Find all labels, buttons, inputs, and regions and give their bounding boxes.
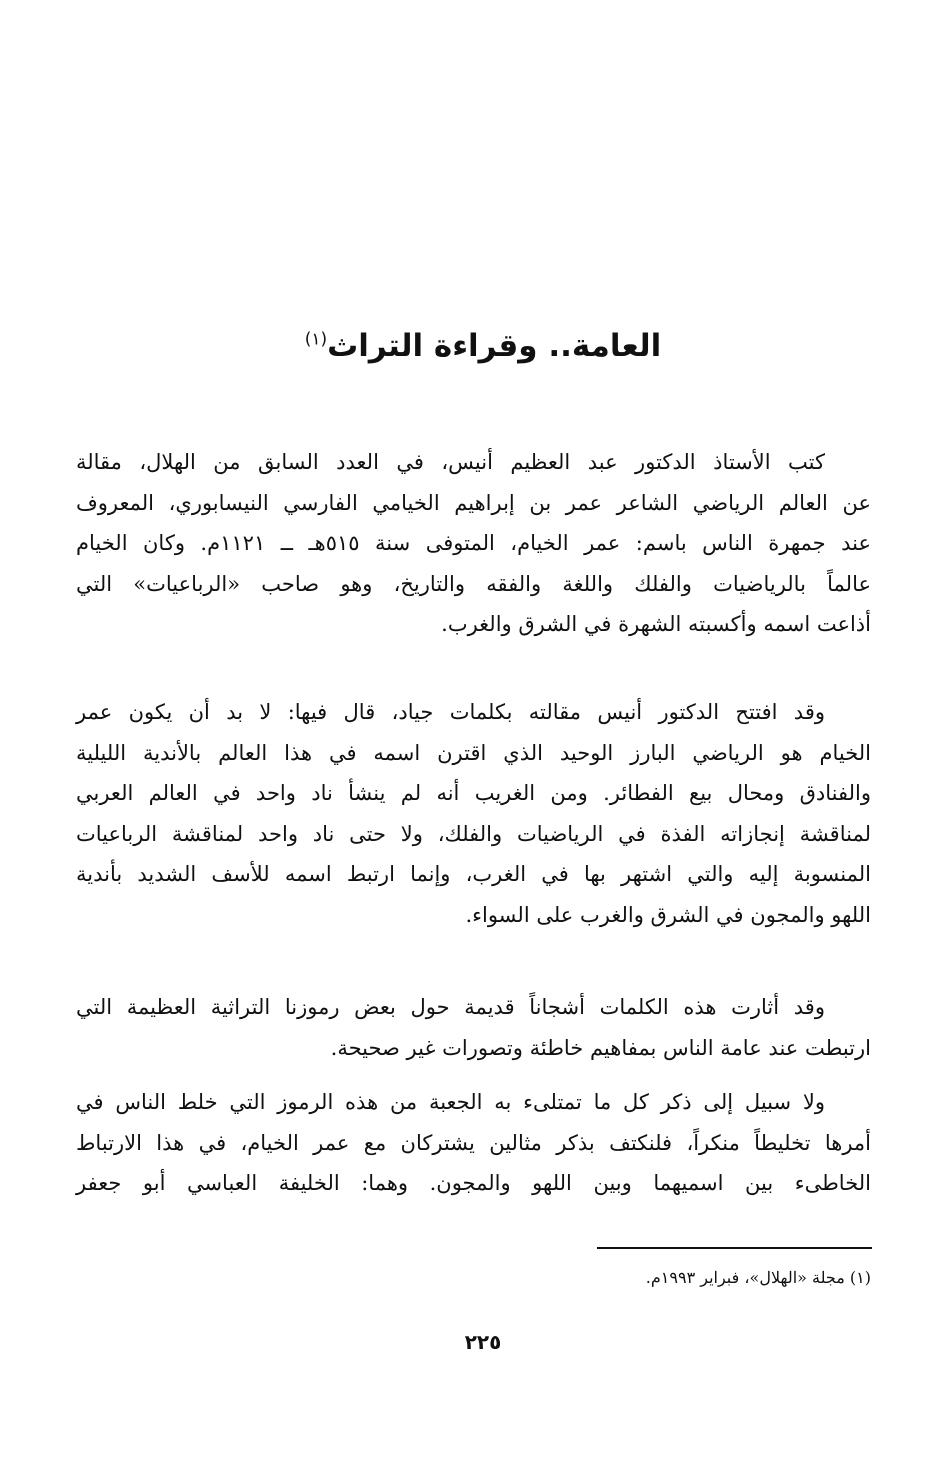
text-line: لمناقشة إنجازاته الفذة في الرياضيات والفلك، ولا حتى ناد واحد لمناقشة الرباعيات [76,821,871,846]
text-line: الخاطىء بين اسميهما وبين اللهو والمجون. وهما: الخليفة العباسي أبو جعفر [76,1171,871,1195]
text-line: أذاعت اسمه وأكسبته الشهرة في الشرق والغرب. [441,612,871,636]
text-line: المنسوبة إليه والتي اشتهر بها في الغرب، وإنما ارتبط اسمه للأسف الشديد بأندية [76,862,871,886]
text-line: أمرها تخليطاً منكراً، فلنكتف بذكر مثالين يشتركان مع عمر الخيام، في هذا الارتباط [76,1130,871,1155]
paragraph-3 [76,987,871,1068]
text-line: اللهو والمجون في الشرق والغرب على السواء. [465,902,871,927]
paragraph-4 [76,1082,871,1204]
page-number: ٢٢٥ [464,1330,502,1354]
text-line: ولا سبيل إلى ذكر كل ما تمتلىء به الجعبة من هذه الرموز التي خلط الناس في [76,1090,825,1114]
paragraph-1 [76,442,871,645]
text-line: وقد أثارت هذه الكلمات أشجاناً قديمة حول بعض رموزنا التراثية العظيمة التي [76,995,825,1019]
footnote: (١) مجلة «الهلال»، فبراير ١٩٩٣م. [645,1268,871,1287]
text-line: عالماً بالرياضيات والفلك واللغة والفقه والتاريخ، وهو صاحب «الرباعيات» التي [76,571,871,596]
title-text: العامة.. وقراءة التراث [327,328,662,364]
text-line: كتب الأستاذ الدكتور عبد العظيم أنيس، في العدد السابق من الهلال، مقالة [76,450,825,474]
paragraph-2 [76,692,871,935]
text-line: والفنادق ومحال بيع الفطائر. ومن الغريب أنه لم ينشأ ناد واحد في العالم العربي [76,781,871,805]
text-line: وقد افتتح الدكتور أنيس مقالته بكلمات جياد، قال فيها: لا بد أن يكون عمر [76,700,825,724]
footnote-reference: (١) [304,329,328,350]
text-line: الخيام هو الرياضي البارز الوحيد الذي اقترن اسمه في هذا العالم بالأندية الليلية [76,740,871,765]
text-line: عن العالم الرياضي الشاعر عمر بن إبراهيم الخيامي الفارسي النيسابوري، المعروف [76,490,871,515]
page-title [0,328,935,364]
text-line: ارتبطت عند عامة الناس بمفاهيم خاطئة وتصورات غير صحيحة. [330,1035,871,1060]
text-line: عند جمهرة الناس باسم: عمر الخيام، المتوفى سنة ٥١٥هـ ــ ١١٢١م. وكان الخيام [76,531,872,555]
footnote-divider [597,1247,872,1249]
